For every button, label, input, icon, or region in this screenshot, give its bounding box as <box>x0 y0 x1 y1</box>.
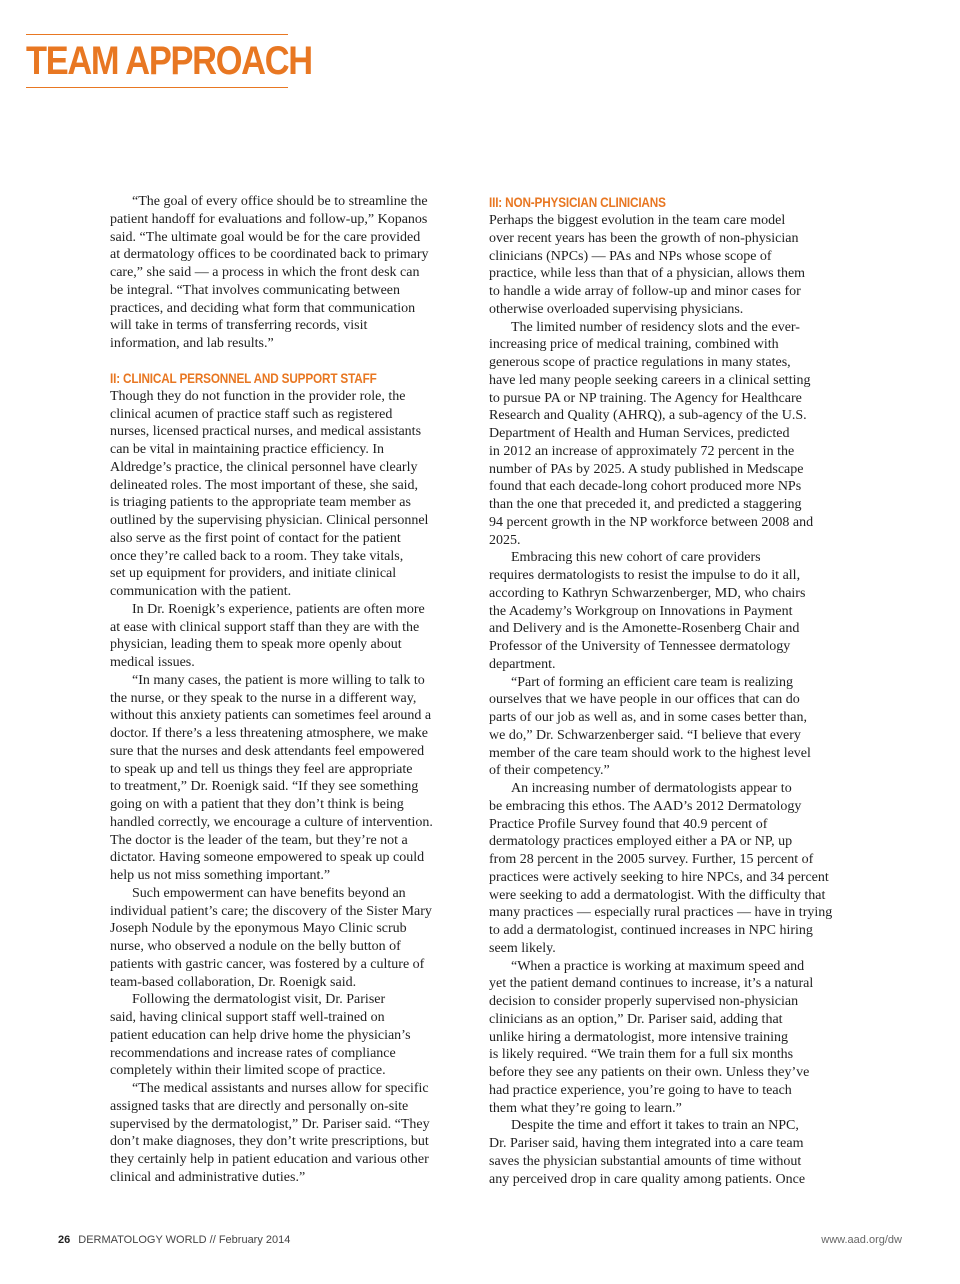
body-paragraph: In Dr. Roenigk’s experience, patients are often more at ease with clinical support staff than they are with the physician, leading them to speak more openly about medical issues. <box>110 601 425 670</box>
page-number: 26 <box>58 1234 71 1246</box>
body-paragraph: Embracing this new cohort of care providers requires dermatologists to resist the impulse to do it all, according to Kathryn Schwarzenberger, MD, who chairs the Academy’s Workgroup on Innovations in Payment and Delivery and is the Amonette-Rosenberg Chair and Professor of the University of Tennessee dermatology department. <box>489 550 806 672</box>
body-paragraph: Though they do not function in the provider role, the clinical acumen of practice staff such as registered nurses, licensed practical nurses, and medical assistants can be vital in maintaining practice efficiency. In Aldredge’s practice, the clinical personnel have clearly delineated roles. The most important of these, she said, is triaging patients to the appropriate team member as outlined by the supervising physician. Clinical personnel also serve as the first point of contact for the patient once they’re called back to a room. They take vitals, set up equipment for providers, and initiate clinical communication with the patient. <box>110 388 429 599</box>
footer-left <box>58 1234 290 1246</box>
body-paragraph: “In many cases, the patient is more willing to talk to the nurse, or they speak to the nurse in a different way, without this anxiety patients can sometimes feel around a doctor. If there’s a less threatening atmosphere, we make sure that the nurses and desk attendants feel empowered to speak up and tell us things they feel are appropriate to treatment,” Dr. Roenigk said. “If they see something going on with a patient that they don’t think is being handled correctly, we encourage a culture of intervention. The doctor is the leader of the team, but they’re not a dictator. Having someone empowered to speak up could help us not miss something important.” <box>110 672 433 883</box>
section-subhead-clinical-personnel: II: CLINICAL PERSONNEL AND SUPPORT STAFF <box>110 369 377 386</box>
body-paragraph: “When a practice is working at maximum speed and yet the patient demand continues to increase, it’s a natural decision to consider properly supervised non-physician clinicians as an option,” Dr. Pariser said, adding that unlike hiring a dermatologist, more intensive training is likely required. “We train them for a full six months before they see any patients on their own. Unless they’ve had practice experience, you’re going to have to teach them what they’re going to learn.” <box>489 958 814 1116</box>
header-bottom-rule <box>26 87 288 88</box>
body-paragraph: Following the dermatologist visit, Dr. Pariser said, having clinical support staff well-trained on patient education can help drive home the physician’s recommendations and increase rates of compliance completely within their limited scope of practice. <box>110 992 411 1079</box>
publication-info: DERMATOLOGY WORLD // February 2014 <box>78 1234 291 1246</box>
footer-url: www.aad.org/dw <box>821 1234 902 1246</box>
section-header <box>26 34 312 88</box>
body-paragraph: Perhaps the biggest evolution in the team care model over recent years has been the growth of non-physician clinicians (NPCs) — PAs and NPs whose scope of practice, while less than that of a physician, allows them to handle a wide array of follow-up and minor cases for otherwise overloaded supervising physicians. <box>489 213 806 317</box>
body-paragraph: An increasing number of dermatologists appear to be embracing this ethos. The AAD’s 2012 Dermatology Practice Profile Survey found that 40.9 percent of dermatology practices employed either a PA or NP, up from 28 percent in the 2005 survey. Further, 15 percent of practices were actively seeking to hire NPCs, and 34 percent were seeking to add a dermatologist. With the difficulty that many practices — especially rural practices — have in trying to add a dermatologist, continued increases in NPC hiring seem likely. <box>489 781 833 956</box>
right-column <box>489 193 849 1188</box>
body-paragraph: “The medical assistants and nurses allow for specific assigned tasks that are directly and personally on-site supervised by the dermatologist,” Dr. Pariser said. “They don’t make diagnoses, they don’t write prescriptions, but they certainly help in patient education and various other clinical and administrative duties.” <box>110 1081 430 1185</box>
section-title: TEAM APPROACH <box>26 39 312 83</box>
section-subhead-non-physician-clinicians: III: NON-PHYSICIAN CLINICIANS <box>489 194 666 210</box>
body-paragraph: Such empowerment can have benefits beyond an individual patient’s care; the discovery of the Sister Mary Joseph Nodule by the eponymous Mayo Clinic scrub nurse, who observed a nodule on the belly button of patients with gastric cancer, was fostered by a culture of team-based collaboration, Dr. Roenigk said. <box>110 885 432 990</box>
left-column <box>110 193 470 1187</box>
page-footer <box>58 1234 902 1250</box>
body-paragraph: “Part of forming an efficient care team is realizing ourselves that we have people in our offices that can do parts of our job as well as, and in some cases better than, we do,” Dr. Schwarzenberger said. “I believe that every member of the care team should work to the highest level of their competency.” <box>489 674 811 779</box>
header-top-rule <box>26 34 288 35</box>
body-paragraph: The limited number of residency slots and the ever- increasing price of medical training, combined with generous scope of practice regulations in many states, have led many people seeking careers in a clinical setting to pursue PA or NP training. The Agency for Healthcare Research and Quality (AHRQ), a sub-agency of the U.S. Department of Health and Human Services, predicted in 2012 an increase of approximately 72 percent in the number of PAs by 2025. A study published in Medscape found that each decade-long cohort produced more NPs than the one that preceded it, and predicted a staggering 94 percent growth in the NP workforce between 2008 and 2025. <box>489 319 814 548</box>
intro-paragraph: “The goal of every office should be to streamline the patient handoff for evaluations and follow-up,” Kopanos said. “The ultimate goal would be for the care provided at dermatology offices to be coordinated back to primary care,” she said — a process in which the front desk can be integral. “That involves communicating between practices, and deciding what form that communication will take in terms of transferring records, visit information, and lab results.” <box>110 194 429 351</box>
body-paragraph: Despite the time and effort it takes to train an NPC, Dr. Pariser said, having them integrated into a care team saves the physician substantial amounts of time without any perceived drop in care quality among patients. Once <box>489 1118 806 1187</box>
